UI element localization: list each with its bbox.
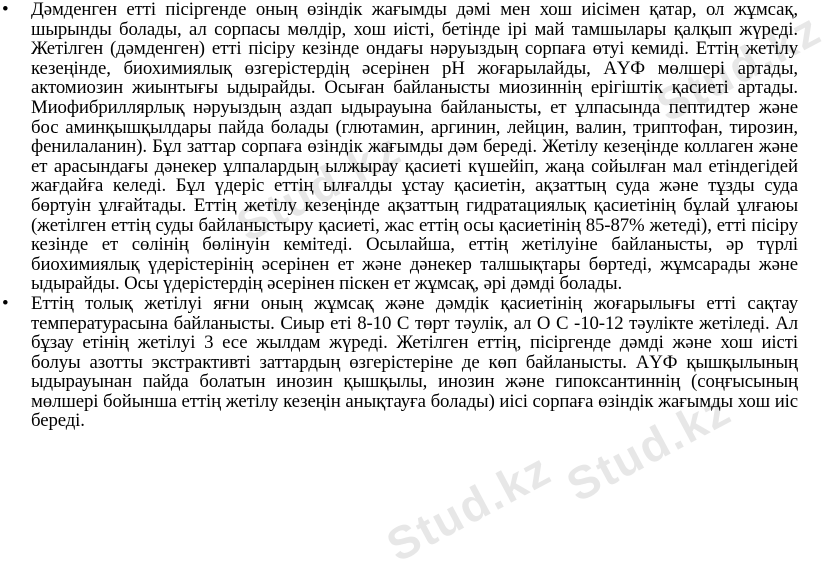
paragraph: Дәмденген етті пісіргенде оның өзіндік жағымды дәмі мен хош иісімен қатар, ол жұмсақ, шырынды болады, ал сорпасы мөлдір, хош иісті, бетінде ірі май тамшылары қалқып жүреді. Жетілген (дәмденген) етті пісіру кезінде ондағы нәруыздың сорпаға өтуі кемиді. Еттің жетілу кезеңінде, биохимиялық өзгерістердің әсерінен pH жоғарылайды, АҮФ мөлшері артады, актомиозин жиынтығы ыдырайды. Осыған байланысты миозиннің ерігіштік қасиеті артады. Миофибриллярлық нәруыздың аздап ыдырауына байланысты, ет ұлпасында пептидтер және бос аминқышқылдары пайда болады (глютамин, аргинин, лейцин, валин, триптофан, тирозин, фенилаланин). Бұл заттар сорпаға өзіндік жағымды дәм береді. Жетілу кезеңінде коллаген және ет арасындағы дәнекер ұлпалардың ылжырау қасиеті күшейіп, жаңа сойылған мал етіндегідей жағдайға келеді. Бұл үдеріс еттің ылғалды ұстау қасиетін, ақзаттың суда және тұзды суда бөртуін ұлғайтады. Еттің жетілу кезеңінде ақзаттың гидратациялық қасиетінің бұлай ұлғаюы (жетілген еттің суды байланыстыру қасиеті, жас еттің осы қасиетінің 85-87% жетеді), етті пісіру кезінде ет сөлінің бөлінуін кемітеді. Осылайша, еттің жетілуіне байланысты, әр түрлі биохимиялық үдерістерінің әсерінен ет және дәнекер талшықтары бөртеді, жұмсарады және ыдырайды. Осы үдерістердің әсерінен піскен ет жұмсақ, әрі дәмді болады.	[31, 0, 798, 295]
watermark-text: Stud.kz	[648, 2, 830, 132]
bullet-icon: •	[2, 292, 9, 314]
bullet-icon: •	[2, 0, 9, 20]
watermark-text: Stud.kz	[228, 122, 410, 252]
watermark-text: Stud.kz	[558, 382, 740, 512]
paragraph: Еттің толық жетілуі яғни оның жұмсақ және дәмдік қасиетінің жоғарылығы етті сақтау температурасына байланысты. Сиыр еті 8-10 С төрт тәулік, ал О С -10-12 тәулікте жетіледі. Ал бұзау етінің жетілуі 3 есе жылдам жүреді. Жетілген еттің, пісіргенде дәмді және хош иісті болуы азотты экстрактивті заттардың өзгерістеріне де көп байланысты. АҮФ қышқылының ыдырауынан пайда болатын инозин қышқылы, инозин және гипоксантиннің (соңғысының мөлшері бойынша еттің жетілу кезеңін анықтауға болады) иісі сорпаға өзіндік жағымды хош иіс береді.	[31, 292, 798, 432]
watermark-text: Stud.kz	[378, 442, 560, 572]
list-item	[0, 294, 800, 431]
list-item	[0, 0, 800, 294]
